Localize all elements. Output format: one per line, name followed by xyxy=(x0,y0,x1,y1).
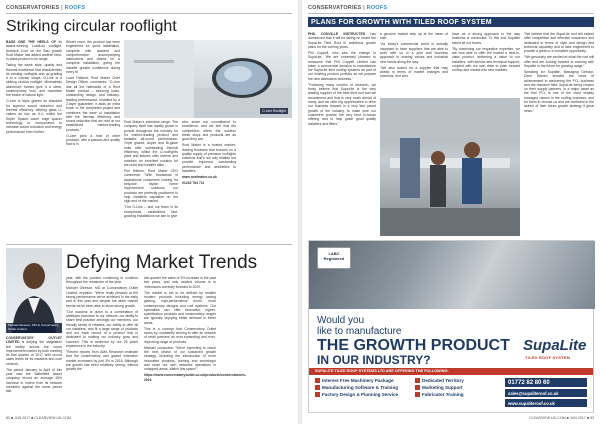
paragraph: https://www.conservatoryoutlet.co.uk/products/conservatories-2016 xyxy=(144,373,246,382)
header-separator: | xyxy=(59,5,65,11)
paragraph-text: its award-winning LoadLok rooflight, Ambient Core on the Bau growth Roof Maker has added another best-in-class product to its range. xyxy=(6,40,62,62)
page-footer: CLEARVIEW-UK.COM ■ JUN 2017 ■ 83 xyxy=(529,416,594,420)
paragraph: This is a concept that Conservatory Outlet works by, constantly striving to offer its network of retail partners an ever-expanding and ever-improving range of products. xyxy=(144,326,216,344)
article-column-1 xyxy=(6,40,62,240)
lead-text: BASE ONE THE HEELS OF xyxy=(6,40,56,44)
article-column-1 xyxy=(308,32,376,237)
header-rule xyxy=(308,13,594,14)
topic-label: ROOFS xyxy=(64,5,86,11)
paragraph: O-Line is triple glazed as standard for superior sound reduction and thermal efficiency, offering glass U-values as low as 0.4, whilst the Super Spacer warm edge spacer technology is incorporated to increase sound reduction and energy performance even further. xyxy=(6,99,62,134)
paragraph: Lucie Holland, Roof Maker Chief Design Officer, comments: "O-Line has all the hallmarks of a Roof Maker product – stunning looks, outstanding design, and industry-leading performance. Installed by a 2-layer guarantee, it adds an extra touch to the completed project and combines the ease of installation with the thermal efficiency and sound reduction that we hold at our established market-leading products." xyxy=(66,76,120,132)
topic-label: ROOFS xyxy=(366,5,388,11)
factory-illustration xyxy=(380,98,520,236)
benefits-list xyxy=(315,378,515,400)
benefit-label: Dedicated Territory xyxy=(422,378,464,383)
supalite-advertisement[interactable] xyxy=(308,240,594,413)
check-icon xyxy=(315,392,320,397)
supalite-logo xyxy=(523,337,587,367)
section-label: CONSERVATORIES xyxy=(6,5,60,11)
rooflight-photo xyxy=(124,40,292,118)
check-icon xyxy=(315,378,320,383)
paragraph: Michael concludes: "We're expecting to reach the next phase of our sustained growth strategy, including the introduction of more innovative products, training and workshops and close our own networks operations in untapped areas. Watch this space!" xyxy=(144,345,216,372)
check-icon xyxy=(415,392,420,397)
benefit-label: Fabricator Training xyxy=(422,392,464,398)
ad-headline-line-1: Would you xyxy=(317,315,365,326)
benefit-label: Marketing Support xyxy=(422,385,463,391)
article-title: PLANS FOR GROWTH WITH TILED ROOF SYSTEM xyxy=(311,18,492,26)
paragraph: "As today's commercial world is actually important to have suppliers that are able to work with us in a joint and business approach to sharing values and industrial new hands along the way. xyxy=(380,42,448,64)
portrait-caption: Michael Gleeson, MD at Conservatory Outlet Limited xyxy=(6,323,62,333)
portrait-illustration xyxy=(6,248,62,333)
paragraph: Phil Coppell, who saw the change to SupaLite, 'We are extremely pleased to announce that Phil Coppell Limited has taken a commercial decision to manufacture the SupaLite tiled roofing systems as part of our existing product portfolio as we prepare the new fabricators business.' xyxy=(308,50,376,81)
website-link[interactable]: www.supaliteroof.co.uk xyxy=(505,399,587,407)
paragraph: "Our O-Line – and our team in its exceptional, established, fast-growing installations we aim to give xyxy=(124,205,178,218)
article-title: Striking circular rooflight xyxy=(6,18,177,35)
ad-headline-line-2: like to manufacture xyxy=(317,326,402,337)
check-icon xyxy=(415,378,420,383)
article-column-3 xyxy=(124,120,178,238)
benefit-label: Factory Design & Planning Service xyxy=(322,392,399,398)
benefit-item xyxy=(315,385,415,390)
ad-photo xyxy=(309,241,595,309)
benefit-label: Interest Free Machinery Package xyxy=(322,378,394,383)
paragraph: year, with the position continuing to continue throughout the remainder of the year. xyxy=(66,276,138,285)
paragraph: The period January to April of this year saw the Wakefield based company record an average 15% increase in orders from its network members against the same period last xyxy=(6,367,62,394)
section-label: CONSERVATORIES xyxy=(308,5,362,11)
benefit-item xyxy=(415,385,515,390)
paragraph: The market is set to be defined by smaller modern products including energy saving glazing, high-performance doors, more contemporary designs and roof systems. Our specialists can offer innovative, higher-specification products and conservatory ranges are typically enjoying better demand in these areas. xyxy=(144,290,216,325)
article-column-4 xyxy=(524,32,594,237)
paragraph: "Our success is down to a combination of attributes exclusive to our network, our ability to share best practice amongst our members, our friendly family of retailers, our ability to offer all our installers, and fit a large range of products and our track record of a product that is dedicated to making our industry grow and succeed. This is achieved by our 25 years experience in the industry. xyxy=(66,309,138,349)
paragraph: "We believe that the SupaLite roof will indeed offer competitive and effective customers and dedicated in terms of style and design and technical capability and to take engineered to provide a great or a complete opportunity. xyxy=(524,32,594,54)
paragraph: "By combining our respective expertise, we are now able to offer the market a best-in-class product, delivering a value to our installers, with service and technical support, coupled with our own drive to push forward rooftop and market into new markets. xyxy=(452,46,520,73)
benefit-row xyxy=(315,378,515,383)
paragraph: O-Line joins a host of other products, with a passion and quality that is in xyxy=(66,133,120,147)
paragraph: have as a strong approach to the way business is conducted. To this end Supalite ticked all our boxes. xyxy=(452,32,520,45)
benefit-item xyxy=(415,378,515,383)
paragraph: 01243 784 711 xyxy=(182,181,205,186)
paragraph: Roof Maker is a trusted market-leading business that focuses on a quality supply of premium rooflights solutions that's not only reliable but provide improved outstanding performance and aesthetics to installers. xyxy=(182,143,236,174)
image-caption: O-Line Rooflight xyxy=(262,109,286,113)
phone-number[interactable]: 01772 82 80 60 xyxy=(505,378,587,387)
article-column-3 xyxy=(144,276,246,412)
paragraph: "Following many months of research, we firmly believe that SupaLite is the very leading supplier of the best tiled roof and we recommend and that is very much ahead of many, and we offer big opportunities to drive our business forward in a very fast paced growth of the industry, to make sure our customers provide the very best in-house offering and to help guide good quality installers and fitters." xyxy=(308,82,376,126)
paragraph xyxy=(6,40,62,61)
article-column-1 xyxy=(6,336,62,412)
rooflight-illustration xyxy=(124,40,292,118)
offer-band: SUPALITE TILED ROOF SYSTEMS LTD ARE OFFERING THE FOLLOWING: xyxy=(309,368,593,375)
paragraph: "We also looked for a supplier that may ahead in terms of market changes and solutions, and who xyxy=(380,65,448,79)
header-rule xyxy=(6,13,292,14)
article-column-3 xyxy=(452,32,520,94)
portrait-photo xyxy=(6,248,62,333)
labc-logo: LABC Registered xyxy=(317,247,351,269)
check-icon xyxy=(415,385,420,390)
benefit-item xyxy=(315,378,415,383)
section-header xyxy=(308,5,387,11)
article-divider xyxy=(6,244,292,245)
article-column-2 xyxy=(66,276,138,412)
contact-block xyxy=(505,378,587,409)
paragraph: "Recent reports from AMA Research estimate that the conservatory and glazed extension market increased by just 3% in 2016. Although the growth has been relatively strong, without growth the xyxy=(66,350,138,372)
paragraph: "We genuinely are excited at what the roof will offer and are looking forward to working with Supalite in the future for growing range." xyxy=(524,55,594,68)
article-title: Defying Market Trends xyxy=(66,252,258,273)
lead-text: CONSERVATORY OUTLET LIMITED xyxy=(6,336,62,345)
paragraph: last quarter the sales of 3% increase in the past two years, and only modest volume is to 'extensions currently forecast to 2020. xyxy=(144,276,216,289)
paragraph: a genuine market step up at the mean of sale. xyxy=(380,32,448,41)
ad-headline-sub: IN OUR INDUSTRY? xyxy=(317,353,431,367)
benefit-label: Manufacturing Software & Training xyxy=(322,385,399,391)
ad-headline-main: THE GROWTH PRODUCT xyxy=(317,337,510,354)
paragraph: What's more, the product has been engineered for quick installation, complete with upstand and comprehensive accompanying instructions and videos for a complete installation, giving the installer greater confidence during every fit. xyxy=(66,40,120,75)
benefit-item xyxy=(415,392,515,397)
paragraph: Phil Hillmen, Roof Maker CEO comments: "With thousands of aspirational consumers looking for bespoke, stylish home improvement solutions, our products are perfectly positioned to help installers capitalise on the high-end of the market. xyxy=(124,169,178,204)
paragraph: Speaking for Supalite, Managing Director, Dave Warren showed the news of achievement in welcoming the PCL business and the research field: SupaLite being chosen on their supply partners, is a major asset as the first PCL is one of the most reliably managed names in the roofing business, and for them to choose us and are confident in the launch of their future growth strategy it great news." xyxy=(524,69,594,113)
page-footer: 82 ■ JUN 2017 ■ CLEARVIEW-UK.COM xyxy=(6,416,71,420)
left-page xyxy=(0,0,298,424)
paragraph: Michael Gleeson, MD at Conservatory Outlet Limited, explains: "We're really pleased at the strong performance we've achieved in the early part of this year and despite the wider market trends we've been able to show strong growth. xyxy=(66,286,138,308)
factory-photo xyxy=(380,98,520,236)
benefit-row xyxy=(315,385,515,390)
paragraph-text: has announced that it will be taking on board the SupaLite Tiled Roof in ambitious growth plans for the coming years. xyxy=(308,32,376,49)
benefit-row xyxy=(315,392,515,397)
lead-text: PHIL CONVILLE INSTRUCTED xyxy=(308,32,366,36)
paragraph: Roof Maker's extensive range. The company itself has rapidly grown in pursuit throughout the industry for it's market-leading product and fantastic all-round performance. Triple glazed, Aspex and Bi-glaze units offer outstanding thermal efficiency, whilst the U-rooflight's plant and fixtures offer diverse and maintain an excellent solution for the build and installer alike. xyxy=(124,120,178,167)
benefit-item xyxy=(315,392,415,397)
section-header xyxy=(6,5,85,11)
paragraph xyxy=(308,32,376,49)
paragraph-text: is defying the stagnation felt widely across the home improvement market by both meeting its first quarter of 2017 with record sales levels for its installers and core network. xyxy=(6,340,62,366)
article-column-2 xyxy=(380,32,448,94)
header-separator: | xyxy=(361,5,367,11)
paragraph: who share our commitment to excellence, and we feel that the competition offers the solution these stops and products are as good they are. xyxy=(182,120,236,142)
brand-subtitle: TILED ROOF SYSTEM xyxy=(525,355,571,360)
paragraph: Taking the same style, quality and thermal excellence that characterises its existing rooflights and up-grading it to a circular shape, O-Line is a striking circular rooflight. Minimalistic aluminium frames give it a sleek, contemporary look, and maximise the intake of natural light. xyxy=(6,63,62,98)
article-column-2 xyxy=(66,40,120,238)
brand-name: SupaLite xyxy=(523,337,587,354)
paragraph: www.roofmaker.co.uk xyxy=(182,175,217,180)
article-column-4 xyxy=(182,120,236,238)
paragraph xyxy=(6,336,62,366)
email-link[interactable]: sales@supaliteroof.co.uk xyxy=(505,389,587,397)
right-page xyxy=(302,0,600,424)
check-icon xyxy=(315,385,320,390)
ad-headline xyxy=(317,315,402,337)
